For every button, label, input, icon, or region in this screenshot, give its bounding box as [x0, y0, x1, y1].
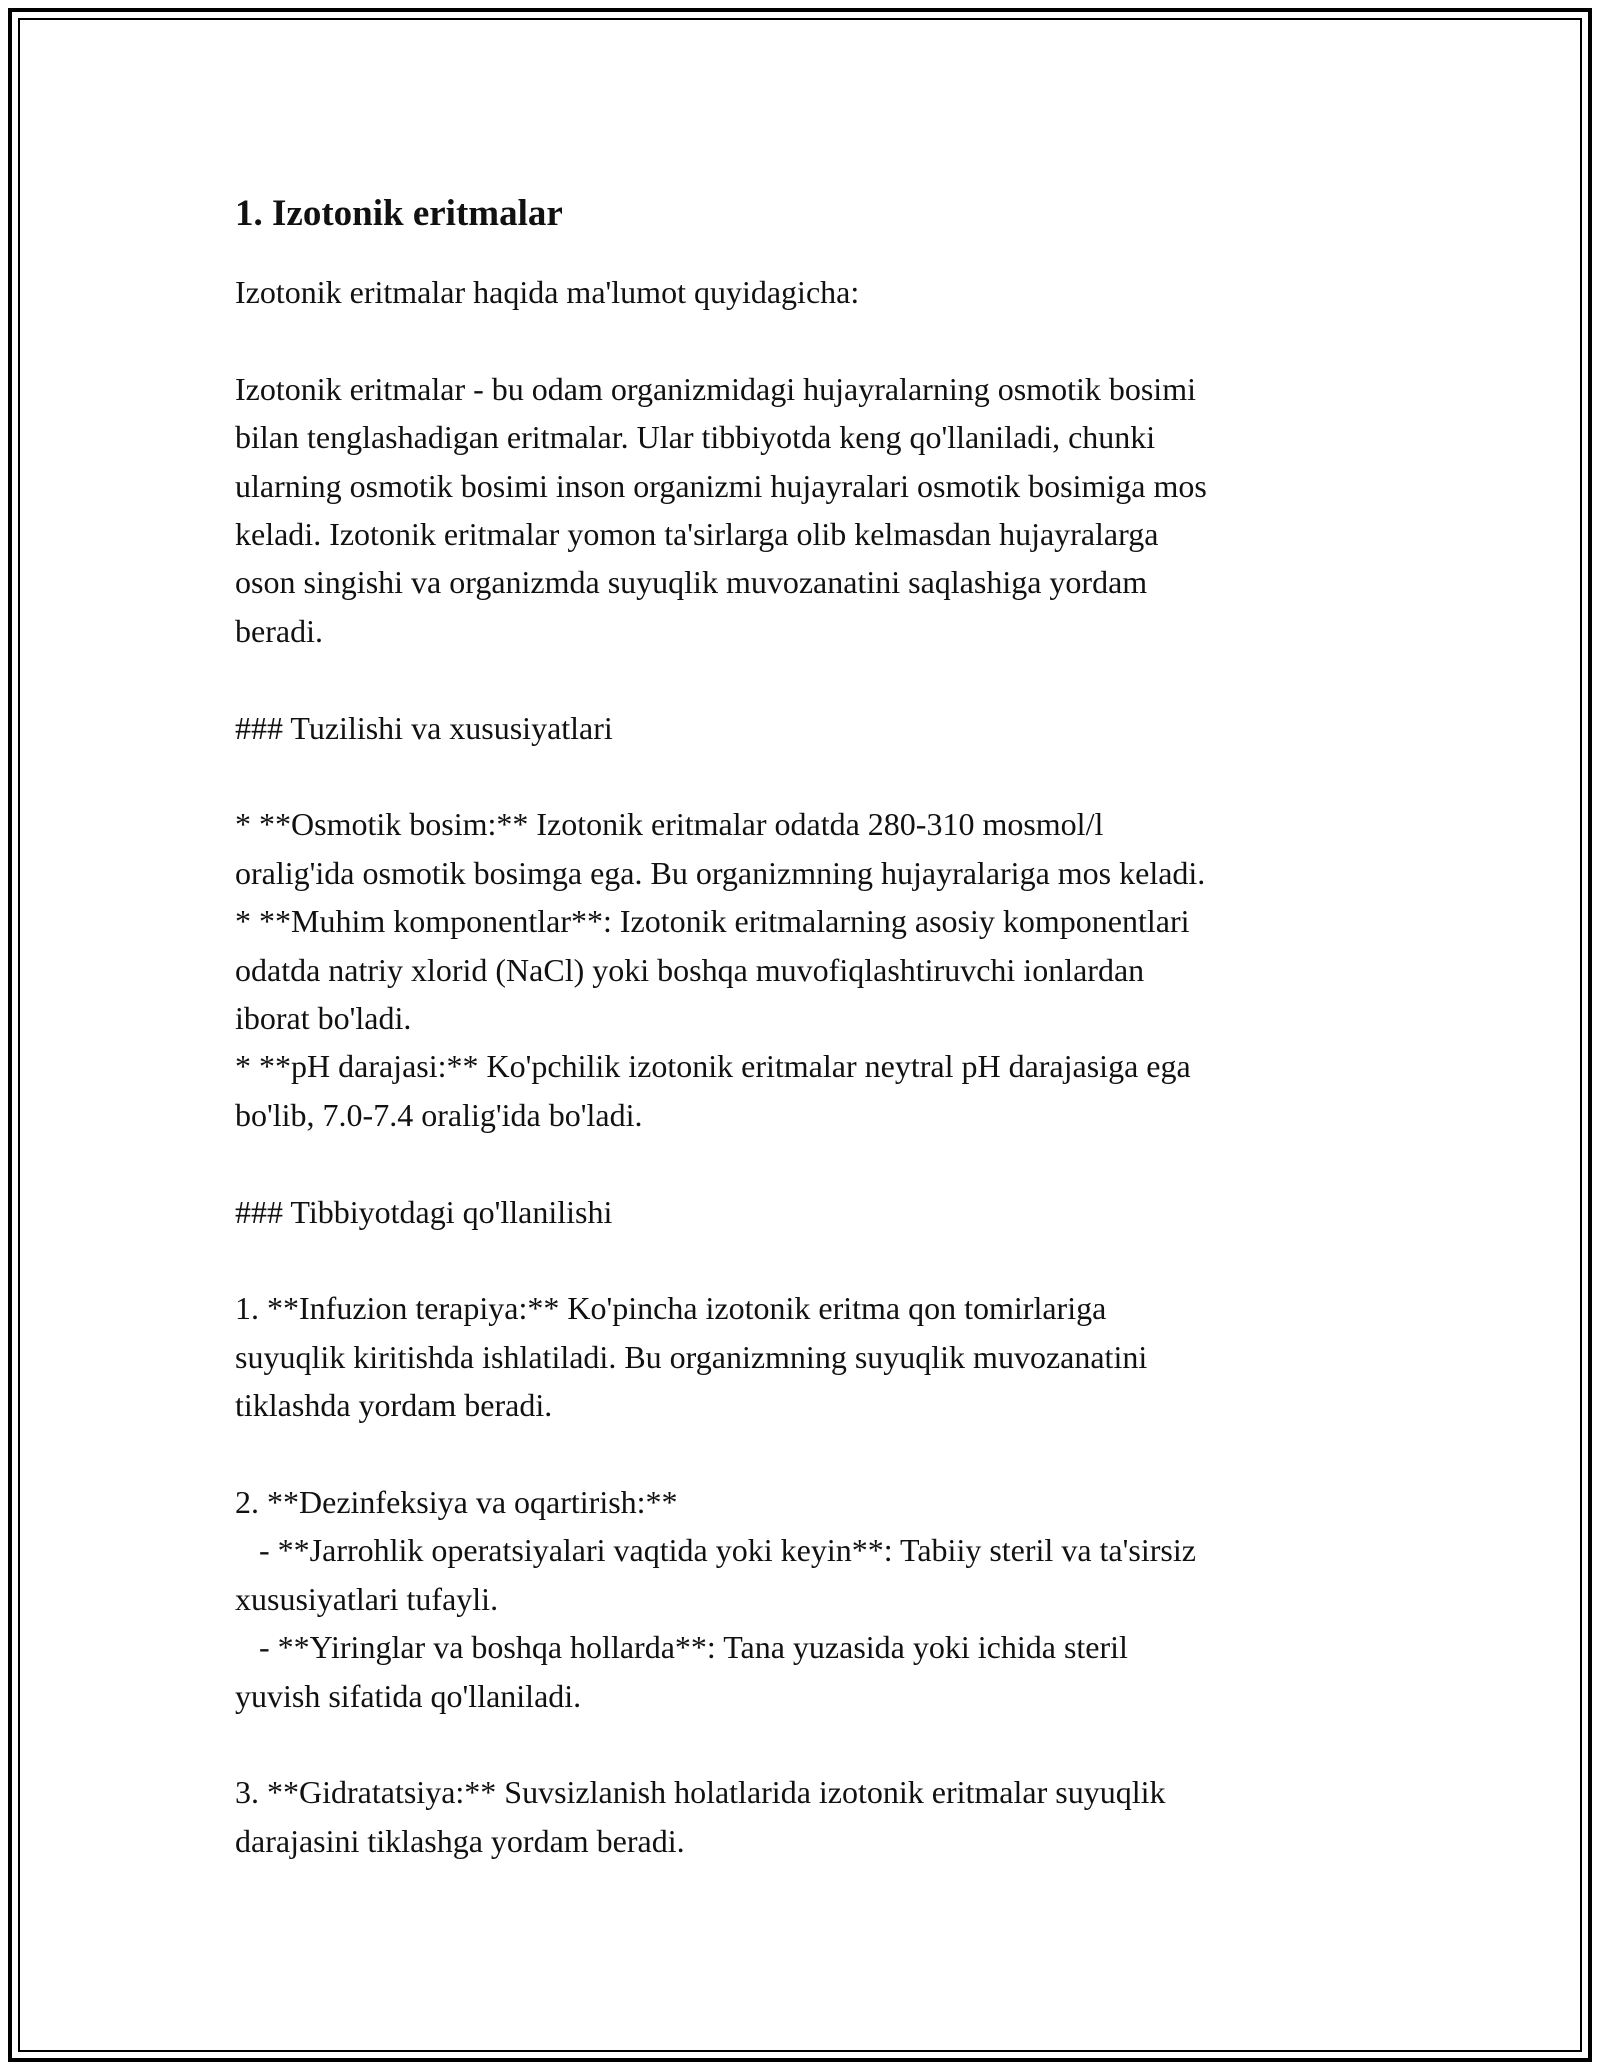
spacer [235, 752, 1365, 800]
medical-use-heading: ### Tibbiyotdagi qo'llanilishi [235, 1193, 613, 1230]
spacer [235, 655, 1365, 703]
spacer [235, 1720, 1365, 1768]
spacer [235, 1430, 1365, 1478]
use-item-hydration: 3. **Gidratatsiya:** Suvsizlanish holatlarida izotonik eritmalar suyuqlik darajasini tiklashga yordam beradi. [235, 1774, 1166, 1859]
spacer [235, 1139, 1365, 1187]
properties-list: * **Osmotik bosim:** Izotonik eritmalar odatda 280-310 mosmol/l oralig'ida osmotik bosimga ega. Bu organizmning hujayralariga mos keladi. * **Muhim komponentlar**: Izotonik eritmalarning asosiy komponentlari odatda natriy xlorid (NaCl) yoki boshqa muvofiqlashtiruvchi ionlardan iborat bo'ladi. * **pH darajasi:** Ko'pchilik izotonik eritmalar neytral pH darajasiga ega bo'lib, 7.0-7.4 oralig'ida bo'ladi. [235, 806, 1206, 1133]
use-item-infusion: 1. **Infuzion terapiya:** Ko'pincha izotonik eritma qon tomirlariga suyuqlik kiritishda ishlatiladi. Bu organizmning suyuqlik muvozanatini tiklashda yordam beradi. [235, 1290, 1148, 1424]
document-body [235, 188, 1365, 1865]
definition-paragraph: Izotonik eritmalar - bu odam organizmidagi hujayralarning osmotik bosimi bilan tenglashadigan eritmalar. Ular tibbiyotda keng qo'llaniladi, chunki ularning osmotik bosimi inson organizmi hujayralari osmotik bosimiga mos keladi. Izotonik eritmalar yomon ta'sirlarga olib kelmasdan hujayralarga oson singishi va organizmda suyuqlik muvozanatini saqlashiga yordam beradi. [235, 370, 1207, 649]
spacer [235, 1236, 1365, 1284]
structure-heading: ### Tuzilishi va xususiyatlari [235, 709, 613, 746]
intro-paragraph: Izotonik eritmalar haqida ma'lumot quyidagicha: [235, 274, 860, 310]
use-item-disinfection: 2. **Dezinfeksiya va oqartirish:** - **Jarrohlik operatsiyalari vaqtida yoki keyin**: Tabiiy steril va ta'sirsiz xususiyatlari tufayli. - **Yiringlar va boshqa hollarda**: Tana yuzasida yoki ichida steril yuvish sifatida qo'llaniladi. [235, 1484, 1196, 1714]
spacer [235, 316, 1365, 364]
document-title: 1. Izotonik eritmalar [235, 193, 563, 234]
